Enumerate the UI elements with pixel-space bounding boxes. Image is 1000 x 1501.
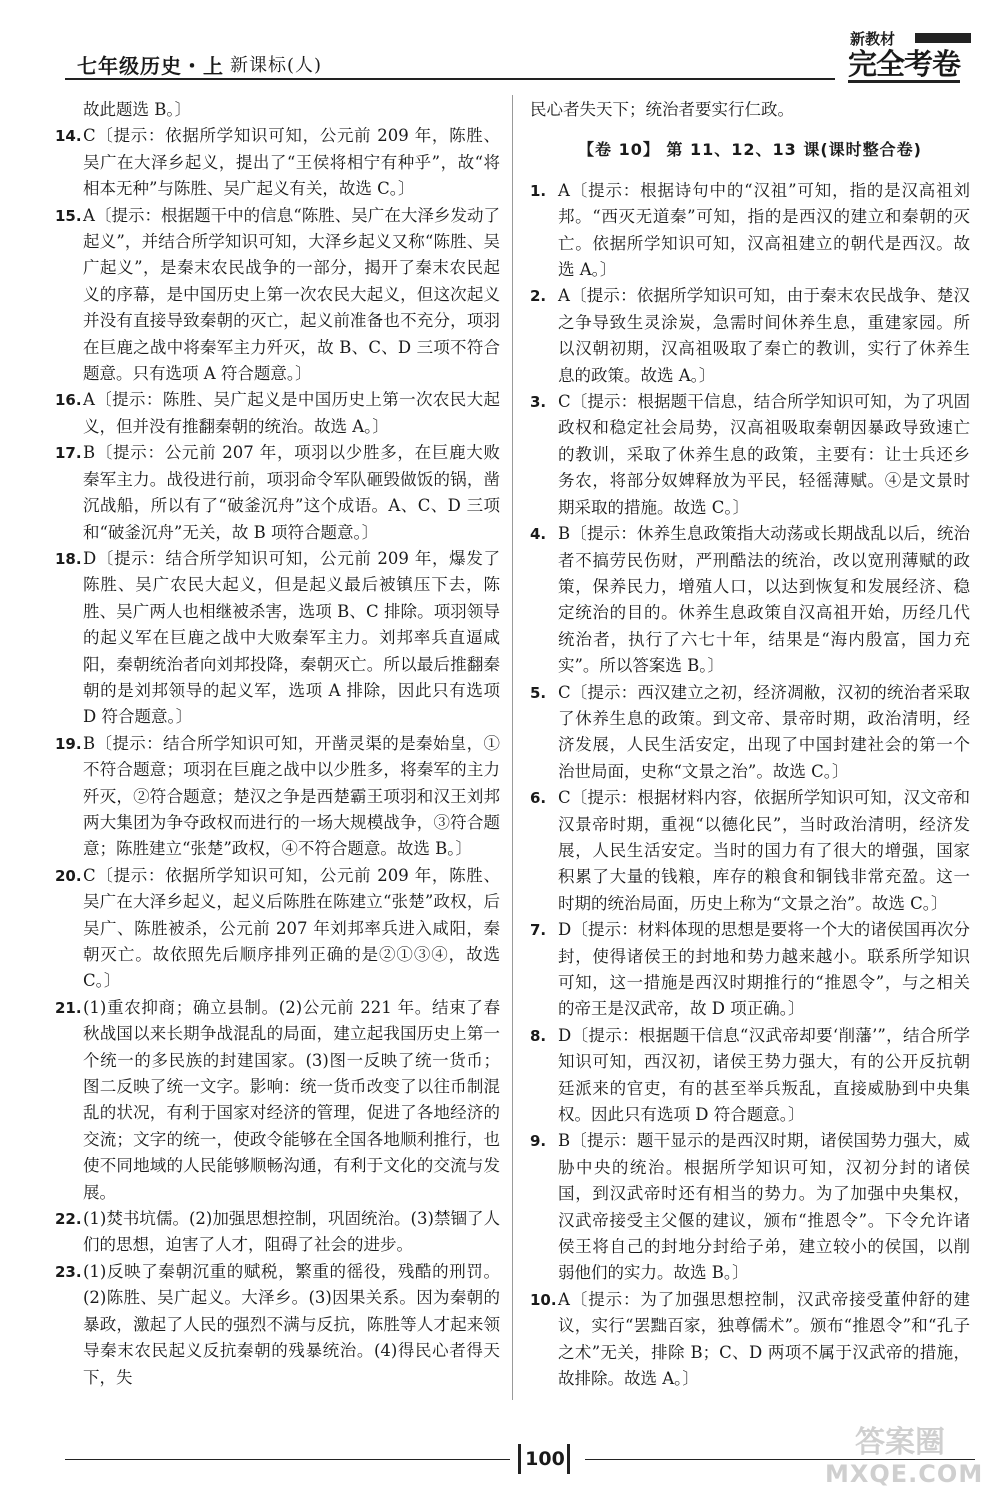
- item-text: B〔提示：休养生息政策指大动荡或长期战乱以后，统治者不搞劳民伤财，严刑酷法的统治，改以宽刑薄赋的政策，保养民力，增殖人口，以达到恢复和发展经济、稳定统治的目的。休养生息政策自汉高祖开始，历经几代统治者，执行了六七十年，结果是“海内殷富，国力充实”。所以答案选 B。〕: [558, 524, 970, 676]
- item-number: 20.: [55, 866, 82, 885]
- answer-item: [55, 863, 500, 995]
- answer-item: [530, 389, 970, 521]
- item-text: A〔提示：依据所学知识可知，由于秦末农民战争、楚汉之争导致生灵涂炭，急需时间休养生息，重建家园。所以汉朝初期，汉高祖吸取了秦亡的教训，实行了休养生息的政策。故选 A。〕: [558, 286, 970, 385]
- item-text: C〔提示：西汉建立之初，经济凋敝，汉初的统治者采取了休养生息的政策。到文帝、景帝时期，政治清明，经济发展，人民生活安定，出现了中国封建社会的第一个治世局面，史称“文景之治”。故选 C。〕: [558, 682, 970, 781]
- answer-item: [530, 1287, 970, 1393]
- answer-item: [55, 995, 500, 1206]
- item-text: C〔提示：根据材料内容，依据所学知识可知，汉文帝和汉景帝时期，重视“以德化民”，当时政治清明，经济发展，人民生活安定。当时的国力有了很大的增强，国家积累了大量的钱粮，库存的粮食和铜钱非常充盈。这一时期的统治局面，历史上称为“文景之治”。故选 C。〕: [558, 788, 970, 913]
- item-text: D〔提示：结合所学知识可知，公元前 209 年，爆发了陈胜、吴广农民大起义，但是起义最后被镇压下去，陈胜、吴广两人也相继被杀害，选项 B、C 排除。项羽领导的起义军在巨鹿之战中大败秦军主力。刘邦率兵直逼咸阳，秦朝统治者向刘邦投降，秦朝灭亡。所以最后推翻秦朝的是刘邦领导的起义军，选项 A 排除，因此只有选项 D 符合题意。〕: [83, 548, 500, 727]
- item-text: B〔提示：结合所学知识可知，开凿灵渠的是秦始皇，①不符合题意；项羽在巨鹿之战中以少胜多，将秦军的主力歼灭，②符合题意；楚汉之争是西楚霸王项羽和汉王刘邦两大集团为争夺政权而进行的一场大规模战争，③符合题意；陈胜建立“张楚”政权，④不符合题意。故选 B。〕: [83, 733, 500, 859]
- item-text: D〔提示：材料体现的思想是要将一个大的诸侯国再次分封，使得诸侯王的封地和势力越来越小。联系所学知识可知，这一措施是西汉时期推行的“推恩令”，与之相关的帝王是汉武帝，故 D 项正确。〕: [558, 920, 970, 1019]
- answer-item: [530, 1128, 970, 1286]
- answer-item: [55, 731, 500, 863]
- section-title: 【卷 10】 第 11、12、13 课(课时整合卷): [578, 140, 922, 160]
- item-number: 5.: [530, 683, 547, 702]
- header-rule: [65, 78, 835, 80]
- item-number: 14.: [55, 127, 82, 146]
- left-column: [55, 97, 500, 1391]
- item-number: 22.: [55, 1210, 82, 1229]
- item-text: (1)重农抑商；确立县制。(2)公元前 221 年。结束了春秋战国以来长期争战混乱的局面，建立起我国历史上第一个统一的多民族的封建国家。(3)图一反映了统一货币；图二反映了统一文字。影响：统一货币改变了以往币制混乱的状况，有利于国家对经济的管理，促进了各地经济的交流；文字的统一，使政令能够在全国各地顺利推行，也使不同地域的人民能够顺畅沟通，有利于文化的交流与发展。: [83, 997, 500, 1202]
- item-number: 2.: [530, 287, 547, 306]
- answer-item: [530, 283, 970, 389]
- answer-item: [55, 546, 500, 731]
- item-number: 19.: [55, 734, 82, 753]
- column-divider: [512, 95, 513, 1400]
- item-text: B〔提示：公元前 207 年，项羽以少胜多，在巨鹿大败秦军主力。战役进行前，项羽命令军队砸毁做饭的锅，凿沉战船，所以有了“破釜沉舟”这个成语。A、C、D 三项和“破釜沉舟”无关，故 B 项符合题意。〕: [83, 443, 500, 542]
- item-number: 8.: [530, 1026, 547, 1045]
- item-number: 18.: [55, 549, 82, 568]
- continued-text: 民心者失天下；统治者要实行仁政。: [530, 100, 794, 119]
- edition-label: 新课标(人): [230, 55, 323, 76]
- watermark: [825, 1425, 984, 1490]
- continued-text: 故此题选 B。〕: [83, 100, 192, 119]
- item-number: 9.: [530, 1132, 547, 1151]
- brand-subtitle: 新教材: [850, 30, 896, 48]
- item-text: B〔提示：题干显示的是西汉时期，诸侯国势力强大，威胁中央的统治。根据所学知识可知，汉初分封的诸侯国，到汉武帝时还有相当的势力。为了加强中央集权，汉武帝接受主父偃的建议，颁布“推恩令”。下令允许诸侯王将自己的封地分封给子弟，建立较小的侯国，以削弱他们的实力。故选 B。〕: [558, 1131, 970, 1283]
- item-number: 3.: [530, 393, 547, 412]
- answer-item: [530, 680, 970, 786]
- answer-item: [530, 917, 970, 1023]
- item-text: A〔提示：根据题干中的信息“陈胜、吴广在大泽乡发动了起义”，并结合所学知识可知，大泽乡起义又称“陈胜、吴广起义”，是秦末农民战争的一部分，揭开了秦末农民起义的序幕，是中国历史上第一次农民大起义，但这次起义并没有直接导致秦朝的灭亡，起义前准备也不充分，项羽在巨鹿之战中将秦军主力歼灭，故 B、C、D 三项不符合题意。只有选项 A 符合题意。〕: [83, 205, 500, 384]
- answer-item: [55, 387, 500, 440]
- item-number: 17.: [55, 444, 82, 463]
- item-text: C〔提示：依据所学知识可知，公元前 209 年，陈胜、吴广在大泽乡起义，提出了“王侯将相宁有种乎”，故“将相本无种”与陈胜、吴广起义有关，故选 C。〕: [83, 126, 500, 199]
- item-number: 21.: [55, 998, 82, 1017]
- item-number: 23.: [55, 1262, 82, 1281]
- item-number: 7.: [530, 921, 547, 940]
- answer-item: [55, 1259, 500, 1391]
- page-number: 100: [525, 1448, 565, 1470]
- watermark-url: MXQE.COM: [825, 1460, 984, 1488]
- item-text: C〔提示：根据题干信息，结合所学知识可知，为了巩固政权和稳定社会局势，汉高祖吸取秦朝因暴政导致速亡的教训，采取了休养生息的政策，主要有：让士兵还乡务农，将部分奴婢释放为平民，轻徭薄赋。④是文景时期采取的措施。故选 C。〕: [558, 392, 970, 517]
- answer-item: [530, 785, 970, 917]
- item-text: A〔提示：为了加强思想控制，汉武帝接受董仲舒的建议，实行“罢黜百家，独尊儒术”。颁布“推恩令”和“孔子之术”无关，排除 B；C、D 两项不属于汉武帝的措施，故排除。故选 A。〕: [558, 1289, 970, 1389]
- brand-logo: 完全考卷: [848, 47, 961, 81]
- answer-item: [55, 440, 500, 546]
- item-number: 10.: [530, 1290, 557, 1309]
- answer-item: [55, 1206, 500, 1259]
- answer-item: [55, 123, 500, 202]
- answer-item: [55, 203, 500, 388]
- footer-rule-left: [65, 1459, 510, 1460]
- item-text: (1)反映了秦朝沉重的赋税，繁重的徭役，残酷的刑罚。(2)陈胜、吴广起义。大泽乡。(3)因果关系。因为秦朝的暴政，激起了人民的强烈不满与反抗，陈胜等人才起来领导秦末农民起义反抗秦朝的残暴统治。(4)得民心者得天下，失: [83, 1261, 500, 1387]
- subject-title: 七年级历史・上: [77, 54, 224, 78]
- item-number: 1.: [530, 181, 547, 200]
- footer-bracket-left: [518, 1444, 521, 1474]
- item-number: 15.: [55, 206, 82, 225]
- item-number: 6.: [530, 789, 547, 808]
- item-text: C〔提示：依据所学知识可知，公元前 209 年，陈胜、吴广在大泽乡起义，起义后陈胜在陈建立“张楚”政权，后吴广、陈胜被杀，公元前 207 年刘邦率兵进入咸阳，秦朝灭亡。故依照先后顺序排列正确的是②①③④，故选 C。〕: [83, 865, 500, 991]
- watermark-logo: 答案圈: [855, 1425, 945, 1460]
- item-text: (1)焚书坑儒。(2)加强思想控制，巩固统治。(3)禁锢了人们的思想，迫害了人才，阻碍了社会的进步。: [83, 1209, 500, 1255]
- answer-item: [530, 1023, 970, 1129]
- item-number: 16.: [55, 391, 82, 410]
- answer-item: [530, 521, 970, 679]
- page-header: [55, 28, 975, 84]
- right-column: [530, 97, 970, 1393]
- brand-bar: [915, 33, 971, 43]
- item-number: 4.: [530, 525, 547, 544]
- answer-item: [530, 178, 970, 284]
- item-text: A〔提示：根据诗句中的“汉祖”可知，指的是汉高祖刘邦。“西灭无道秦”可知，指的是西汉的建立和秦朝的灭亡。依据所学知识可知，汉高祖建立的朝代是西汉。故选 A。〕: [558, 180, 970, 280]
- footer-bracket-right: [567, 1444, 570, 1474]
- item-text: A〔提示：陈胜、吴广起义是中国历史上第一次农民大起义，但并没有推翻秦朝的统治。故选 A。〕: [83, 390, 500, 436]
- item-text: D〔提示：根据题干信息“汉武帝却要‘削藩’”，结合所学知识可知，西汉初，诸侯王势力强大，有的公开反抗朝廷派来的官吏，有的甚至举兵叛乱，直接威胁到中央集权。因此只有选项 D 符合题意。〕: [558, 1025, 970, 1125]
